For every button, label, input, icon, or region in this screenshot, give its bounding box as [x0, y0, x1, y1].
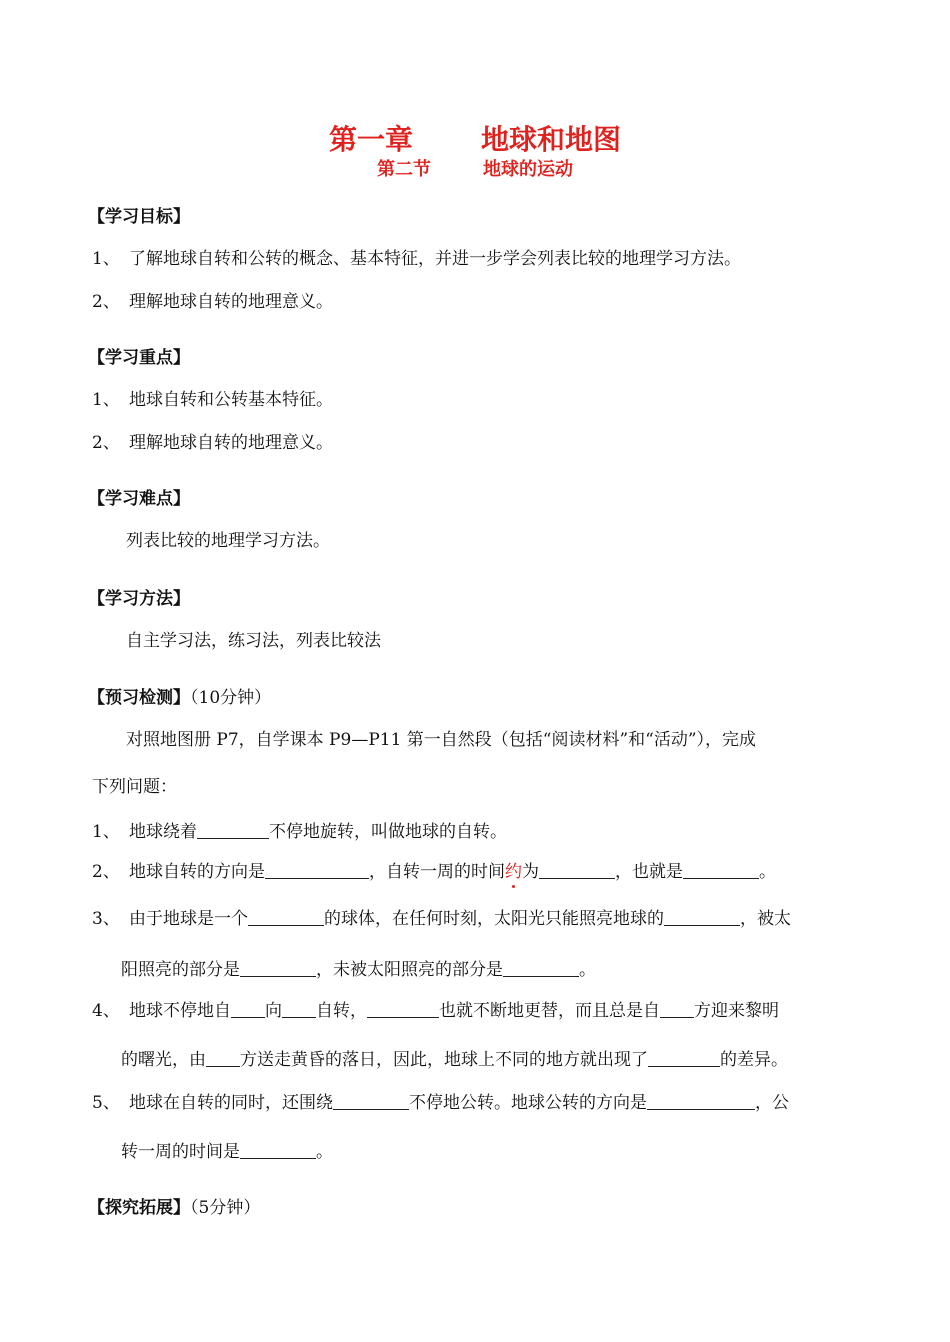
explore-heading: 【探究拓展】（5分钟） — [88, 1198, 261, 1218]
answer-blank[interactable] — [367, 1000, 439, 1018]
answer-blank[interactable] — [647, 1092, 755, 1110]
key-point-item-1: 1、 地球自转和公转基本特征。 — [92, 390, 333, 410]
method-text: 自主学习法，练习法，列表比较法 — [126, 631, 381, 651]
section-name: 地球的运动 — [483, 159, 573, 180]
question-3: 3、 由于地球是一个 的球体，在任何时刻，太阳光只能照亮地球的 ，被太 — [92, 909, 791, 929]
method-heading: 【学习方法】 — [88, 589, 190, 609]
emphasis-char: 约 — [505, 862, 522, 882]
preview-intro-line1: 对照地图册 P7，自学课本 P9—P11 第一自然段（包括“阅读材料”和“活动”），完成 — [126, 730, 757, 750]
question-4: 4、 地球不停地自 向 自转， 也就不断地更替，而且总是自 方迎来黎明 — [92, 1001, 779, 1021]
answer-blank[interactable] — [206, 1049, 240, 1067]
chapter-number: 第一章 — [328, 123, 413, 156]
answer-blank[interactable] — [539, 861, 615, 879]
key-point-item-2: 2、 理解地球自转的地理意义。 — [92, 433, 333, 453]
section-title — [0, 155, 950, 181]
key-points-heading: 【学习重点】 — [88, 348, 190, 368]
answer-blank[interactable] — [282, 1000, 316, 1018]
goals-heading: 【学习目标】 — [88, 207, 190, 227]
difficulty-heading: 【学习难点】 — [88, 489, 190, 509]
question-4-cont: 的曙光，由 方送走黄昏的落日，因此，地球上不同的地方就出现了 的差异。 — [121, 1050, 788, 1070]
preview-time: （10分钟） — [190, 688, 272, 708]
answer-blank[interactable] — [248, 908, 324, 926]
question-2: 2、 地球自转的方向是 ，自转一周的时间约为 ，也就是 。 — [92, 862, 776, 882]
answer-blank[interactable] — [240, 1141, 316, 1159]
section-number: 第二节 — [377, 159, 431, 180]
question-1: 1、 地球绕着 不停地旋转，叫做地球的自转。 — [92, 822, 507, 842]
question-5: 5、 地球在自转的同时，还围绕 不停地公转。地球公转的方向是 ，公 — [92, 1093, 789, 1113]
answer-blank[interactable] — [503, 959, 579, 977]
answer-blank[interactable] — [333, 1092, 409, 1110]
goal-item-2: 2、 理解地球自转的地理意义。 — [92, 292, 333, 312]
preview-intro-line2: 下列问题： — [92, 777, 177, 797]
answer-blank[interactable] — [240, 959, 316, 977]
answer-blank[interactable] — [648, 1049, 720, 1067]
answer-blank[interactable] — [664, 908, 740, 926]
question-5-cont: 转一周的时间是 。 — [121, 1142, 333, 1162]
answer-blank[interactable] — [265, 861, 369, 879]
chapter-title — [0, 118, 950, 158]
answer-blank[interactable] — [231, 1000, 265, 1018]
chapter-name: 地球和地图 — [481, 123, 622, 156]
difficulty-text: 列表比较的地理学习方法。 — [126, 531, 330, 551]
goal-item-1: 1、 了解地球自转和公转的概念、基本特征，并进一步学会列表比较的地理学习方法。 — [92, 249, 741, 269]
answer-blank[interactable] — [197, 821, 269, 839]
preview-heading: 【预习检测】（10分钟） — [88, 688, 272, 708]
question-3-cont: 阳照亮的部分是 ，未被太阳照亮的部分是 。 — [121, 960, 596, 980]
answer-blank[interactable] — [683, 861, 759, 879]
answer-blank[interactable] — [660, 1000, 694, 1018]
explore-time: （5分钟） — [190, 1198, 261, 1218]
